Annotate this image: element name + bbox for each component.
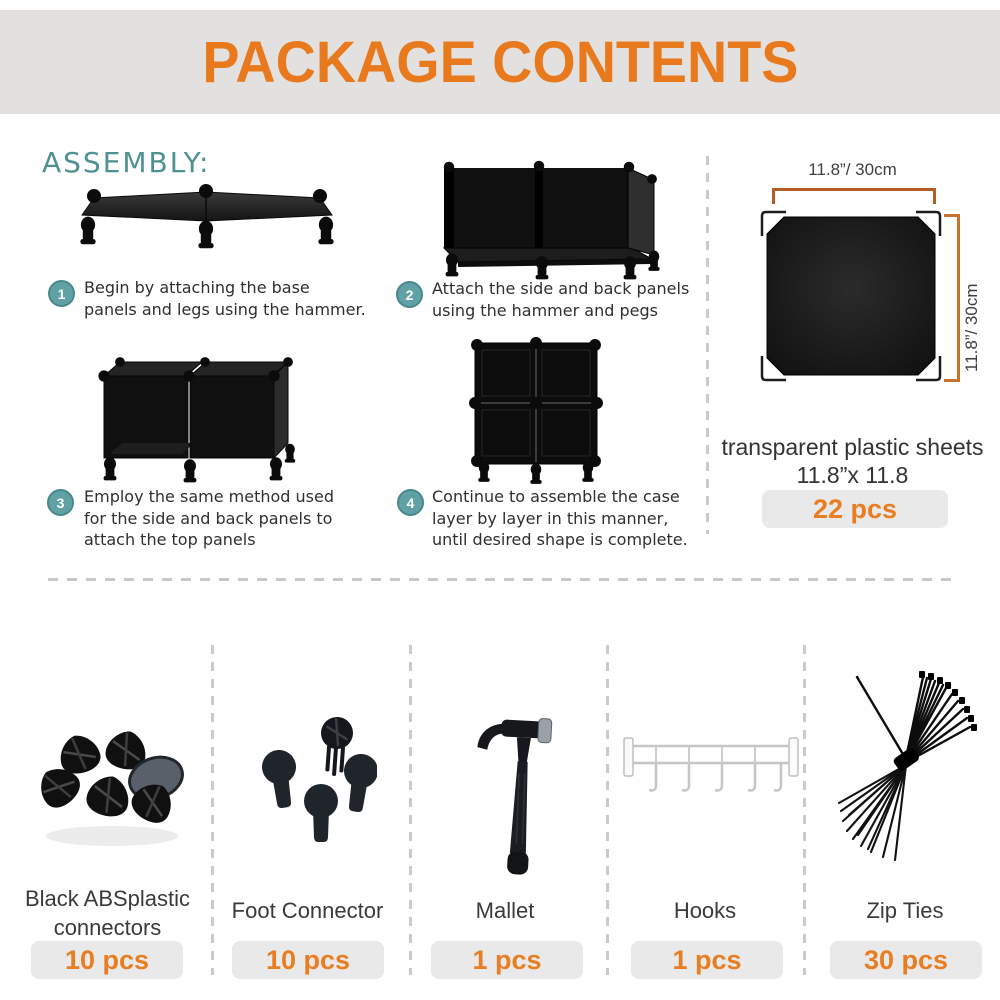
sheet-height-label: 11.8”/ 30cm [962, 283, 981, 372]
item-count-foot-connector: 10 pcs [232, 941, 384, 979]
item-count-connectors: 10 pcs [31, 941, 183, 979]
header-band [0, 10, 1000, 114]
plastic-sheet-image [758, 208, 944, 384]
mallet-image [468, 703, 554, 881]
step-3-number: 3 [47, 489, 74, 516]
item-label-foot-connector: Foot Connector [231, 898, 384, 923]
step-2-number: 2 [396, 281, 423, 308]
step2-side-back-panels-image [432, 156, 666, 284]
column-divider-2 [409, 645, 412, 975]
horizontal-divider [48, 578, 952, 581]
column-divider-1 [211, 645, 214, 975]
step-1-text: Begin by attaching the base panels and legs using the hammer. [84, 278, 366, 319]
item-count-zip-ties: 30 pcs [830, 941, 982, 979]
foot-connector-image [255, 703, 377, 855]
sheet-caption-line2: 11.8”x 11.8 [796, 462, 909, 488]
item-count-hooks: 1 pcs [631, 941, 783, 979]
item-label-zip-ties: Zip Ties [866, 898, 944, 923]
item-label-hooks: Hooks [673, 898, 737, 923]
sheet-width-label: 11.8”/ 30cm [808, 160, 897, 179]
sheet-caption-line1: transparent plastic sheets [721, 434, 984, 460]
step3-top-panels-image [86, 350, 314, 484]
step-1-number: 1 [48, 280, 75, 307]
width-dimension-bracket [772, 188, 936, 204]
height-dimension-bracket [944, 214, 960, 382]
step4-assembled-cubes-image [464, 334, 608, 484]
connectors-image [28, 722, 196, 852]
zip-ties-image [833, 663, 987, 867]
column-divider-3 [606, 645, 609, 975]
step1-base-panels-image [72, 184, 344, 254]
sheet-count-badge: 22 pcs [762, 490, 948, 528]
step-4-text: Continue to assemble the case layer by layer in this manner, until desired shape is complete. [432, 487, 688, 549]
page-title: PACKAGE CONTENTS [201, 29, 799, 95]
item-label-connectors: Black ABSplastic connectors [24, 886, 191, 940]
assembly-section-title: ASSEMBLY: [42, 146, 211, 179]
step-3-text: Employ the same method used for the side and back panels to attach the top panels [84, 487, 334, 549]
item-label-mallet: Mallet [475, 898, 535, 923]
item-count-mallet: 1 pcs [431, 941, 583, 979]
hooks-image [618, 733, 804, 815]
step-2-text: Attach the side and back panels using the hammer and pegs [432, 279, 690, 320]
step-4-number: 4 [397, 489, 424, 516]
